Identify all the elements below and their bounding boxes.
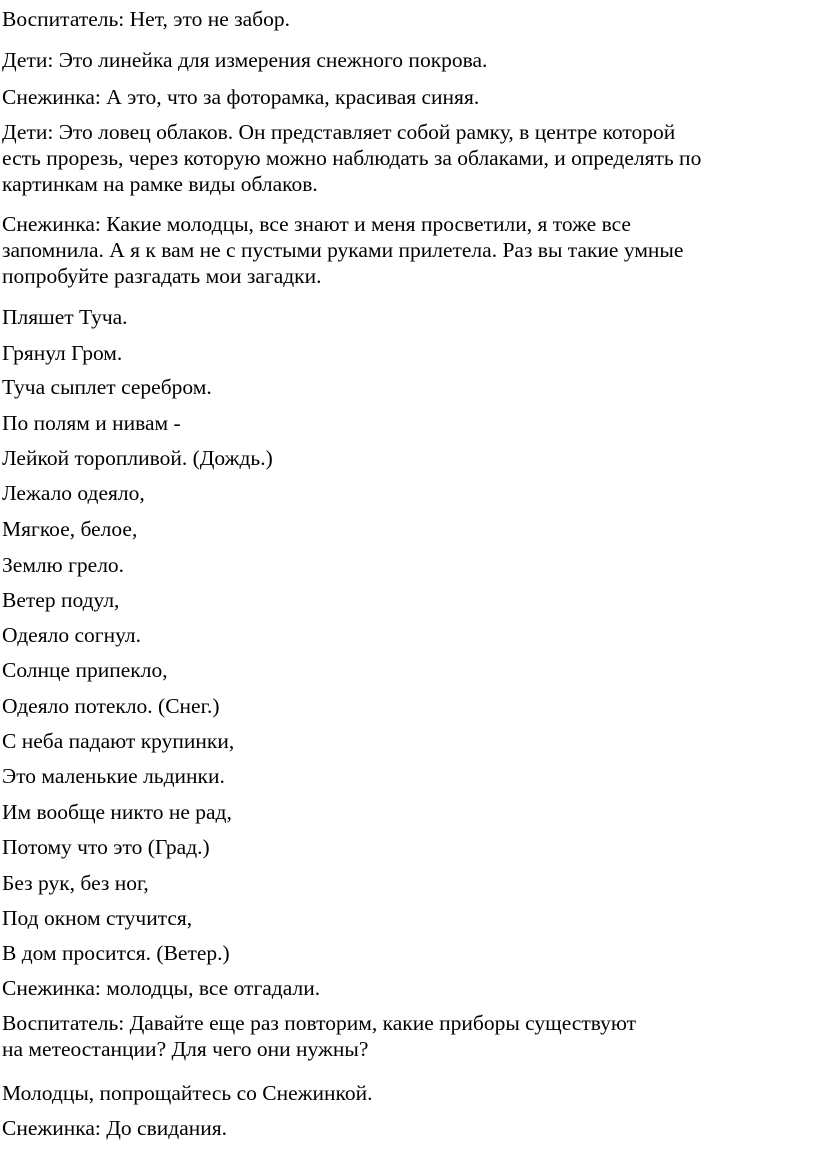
paragraph: Одеяло потекло. (Снег.) <box>2 694 220 718</box>
paragraph: Одеяло согнул. <box>2 623 141 647</box>
paragraph: Грянул Гром. <box>2 341 123 365</box>
paragraph: Лежало одеяло, <box>2 481 145 505</box>
paragraph: Дети: Это ловец облаков. Он представляет собой рамку, в центре которой есть прорезь, через которую можно наблюдать за облаками, и определять по картинкам на рамке виды облаков. <box>2 120 702 196</box>
paragraph: Потому что это (Град.) <box>2 835 210 859</box>
paragraph: С неба падают крупинки, <box>2 729 235 753</box>
paragraph: Снежинка: молодцы, все отгадали. <box>2 976 321 1000</box>
paragraph: Лейкой торопливой. (Дождь.) <box>2 446 273 470</box>
paragraph: Солнце припекло, <box>2 658 168 682</box>
paragraph: Дети: Это линейка для измерения снежного покрова. <box>2 48 488 72</box>
paragraph: Молодцы, попрощайтесь со Снежинкой. <box>2 1081 373 1105</box>
paragraph: Снежинка: А это, что за фоторамка, красивая синяя. <box>2 85 480 109</box>
paragraph: Воспитатель: Давайте еще раз повторим, какие приборы существуют на метеостанции? Для чего они нужны? <box>2 1011 637 1061</box>
paragraph: Ветер подул, <box>2 588 120 612</box>
paragraph: Это маленькие льдинки. <box>2 764 225 788</box>
paragraph: Без рук, без ног, <box>2 871 149 895</box>
paragraph: Снежинка: Какие молодцы, все знают и меня просветили, я тоже все запомнила. А я к вам не с пустыми руками прилетела. Раз вы такие умные попробуйте разгадать мои загадки. <box>2 212 684 288</box>
paragraph: Под окном стучится, <box>2 906 193 930</box>
paragraph: Пляшет Туча. <box>2 305 128 329</box>
paragraph: Туча сыплет серебром. <box>2 375 212 399</box>
paragraph: Мягкое, белое, <box>2 517 138 541</box>
paragraph: В дом просится. (Ветер.) <box>2 941 230 965</box>
paragraph: Им вообще никто не рад, <box>2 800 232 824</box>
paragraph: Снежинка: До свидания. <box>2 1116 228 1140</box>
paragraph: Землю грело. <box>2 553 125 577</box>
paragraph: Воспитатель: Нет, это не забор. <box>2 7 290 31</box>
paragraph: По полям и нивам - <box>2 411 181 435</box>
